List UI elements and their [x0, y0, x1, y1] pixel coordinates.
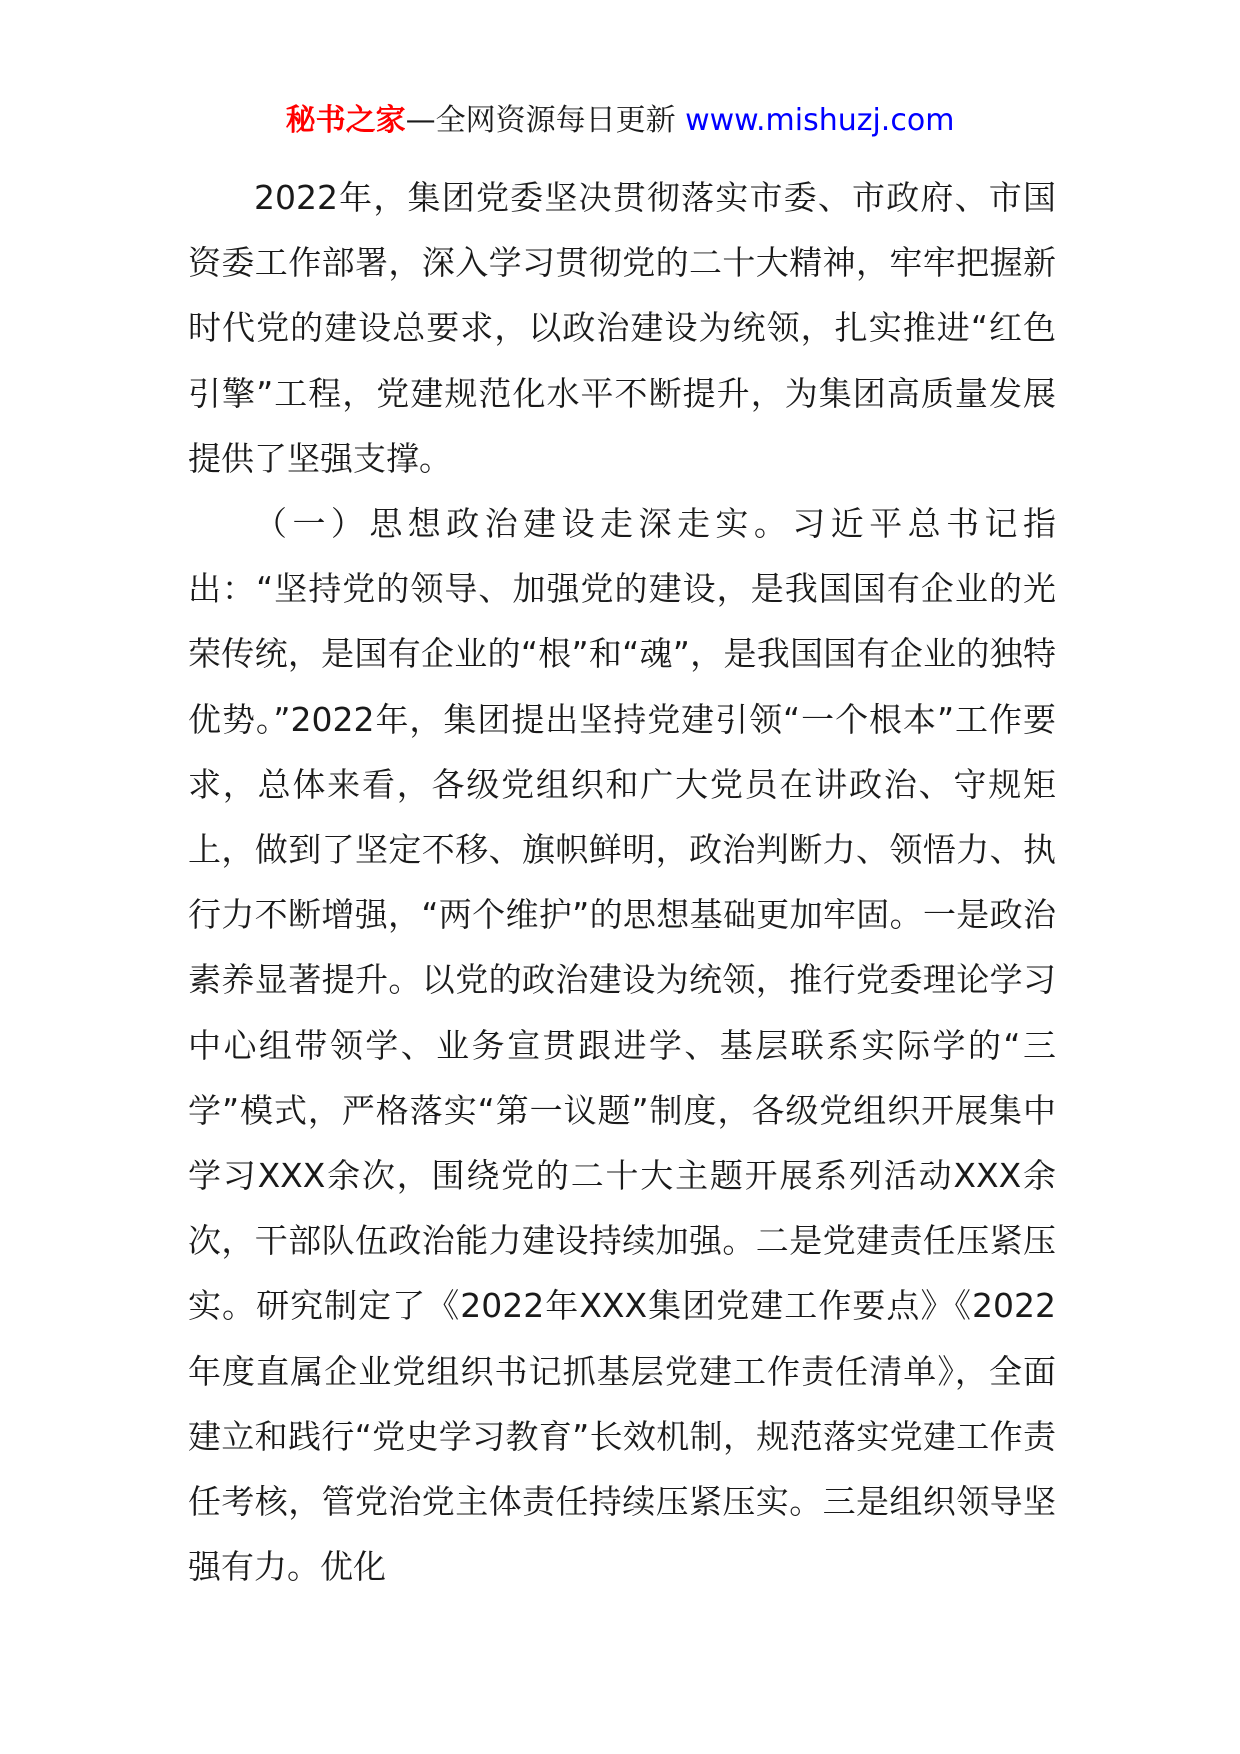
site-header — [0, 98, 1240, 144]
document-body — [188, 165, 1056, 1599]
site-brand: 秘书之家 — [285, 103, 406, 138]
paragraph-intro: 2022年，集团党委坚决贯彻落实市委、市政府、市国资委工作部署，深入学习贯彻党的二十大精神，牢牢把握新时代党的建设总要求，以政治建设为统领，扎实推进“红色引擎”工程，党建规范化水平不断提升，为集团高质量发展提供了坚强支撑。 — [188, 178, 1056, 478]
paragraph-section-1: （一）思想政治建设走深走实。习近平总书记指出：“坚持党的领导、加强党的建设，是我国国有企业的光荣传统，是国有企业的“根”和“魂”，是我国国有企业的独特优势。”2022年，集团提出坚持党建引领“一个根本”工作要求，总体来看，各级党组织和广大党员在讲政治、守规矩上，做到了坚定不移、旗帜鲜明，政治判断力、领悟力、执行力不断增强，“两个维护”的思想基础更加牢固。一是政治素养显著提升。以党的政治建设为统领，推行党委理论学习中心组带领学、业务宣贯跟进学、基层联系实际学的“三学”模式，严格落实“第一议题”制度，各级党组织开展集中学习XXX余次，围绕党的二十大主题开展系列活动XXX余次，干部队伍政治能力建设持续加强。二是党建责任压紧压实。研究制定了《2022年XXX集团党建工作要点》《2022年度直属企业党组织书记抓基层党建工作责任清单》，全面建立和践行“党史学习教育”长效机制，规范落实党建工作责任考核，管党治党主体责任持续压紧压实。三是组织领导坚强有力。优化 — [188, 504, 1056, 1587]
site-tagline: —全网资源每日更新 — [405, 103, 676, 138]
site-url-link[interactable]: www.mishuzj.com — [675, 103, 955, 138]
